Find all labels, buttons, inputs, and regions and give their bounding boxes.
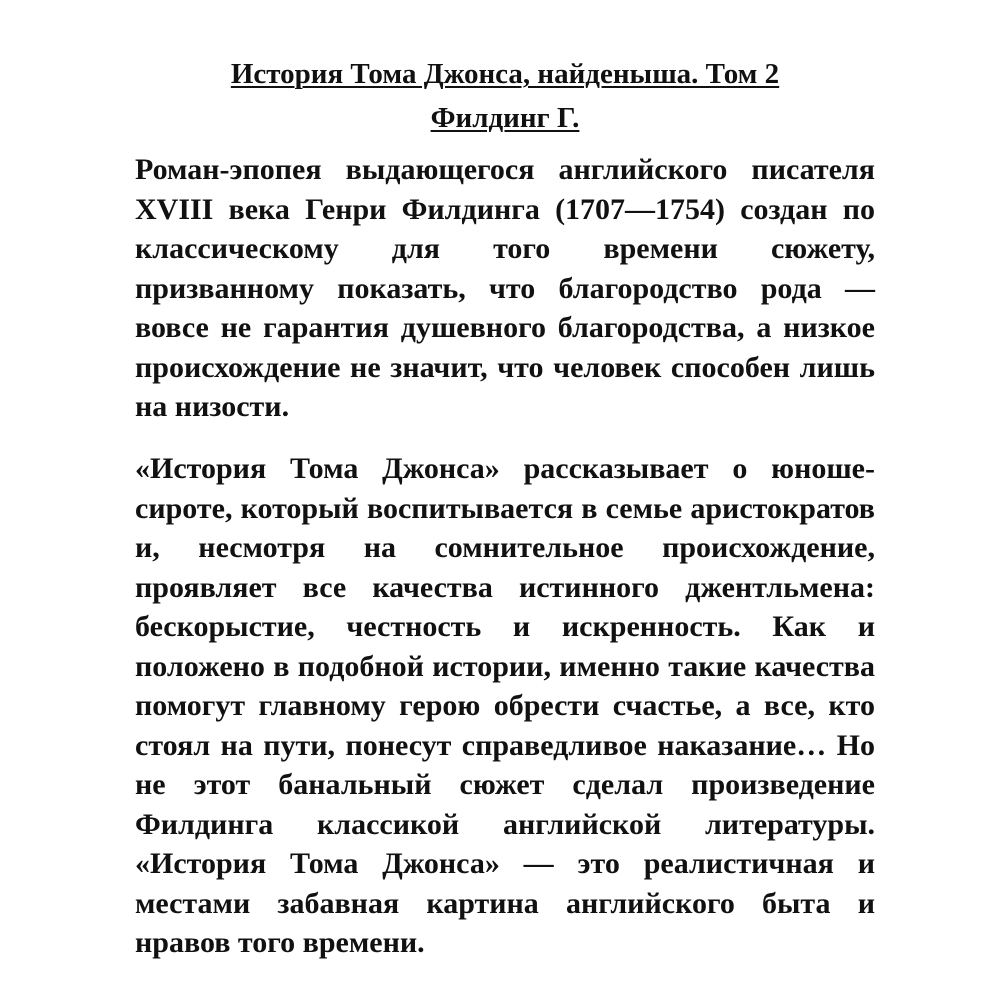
description-paragraph-1: Роман-эпопея выдающегося английского писателя XVIII века Генри Филдинга (1707—1754) создан по классическому для того времени сюжету, призванному показать, что благородство рода — вовсе не гарантия душевного благородства, а низкое происхождение не значит, что человек способен лишь на низости. bbox=[135, 153, 875, 423]
description-paragraph-2: «История Тома Джонса» рассказывает о юноше-сироте, который воспитывается в семье аристократов и, несмотря на сомнительное происхождение, проявляет все качества истинного джентльмена: бескорыстие, честность и искренность. Как и положено в подобной истории, именно такие качества помогут главному герою обрести счастье, а все, кто стоял на пути, понесут справедливое наказание… Но не этот банальный сюжет сделал произведение Филдинга классикой английской литературы. «История Тома Джонса» — это реалистичная и местами забавная картина английского быта и нравов того времени. bbox=[135, 452, 875, 959]
book-author: Филдинг Г. bbox=[430, 102, 580, 134]
title-block bbox=[100, 54, 910, 138]
book-title: История Тома Джонса, найденыша. Том 2 bbox=[230, 58, 780, 90]
